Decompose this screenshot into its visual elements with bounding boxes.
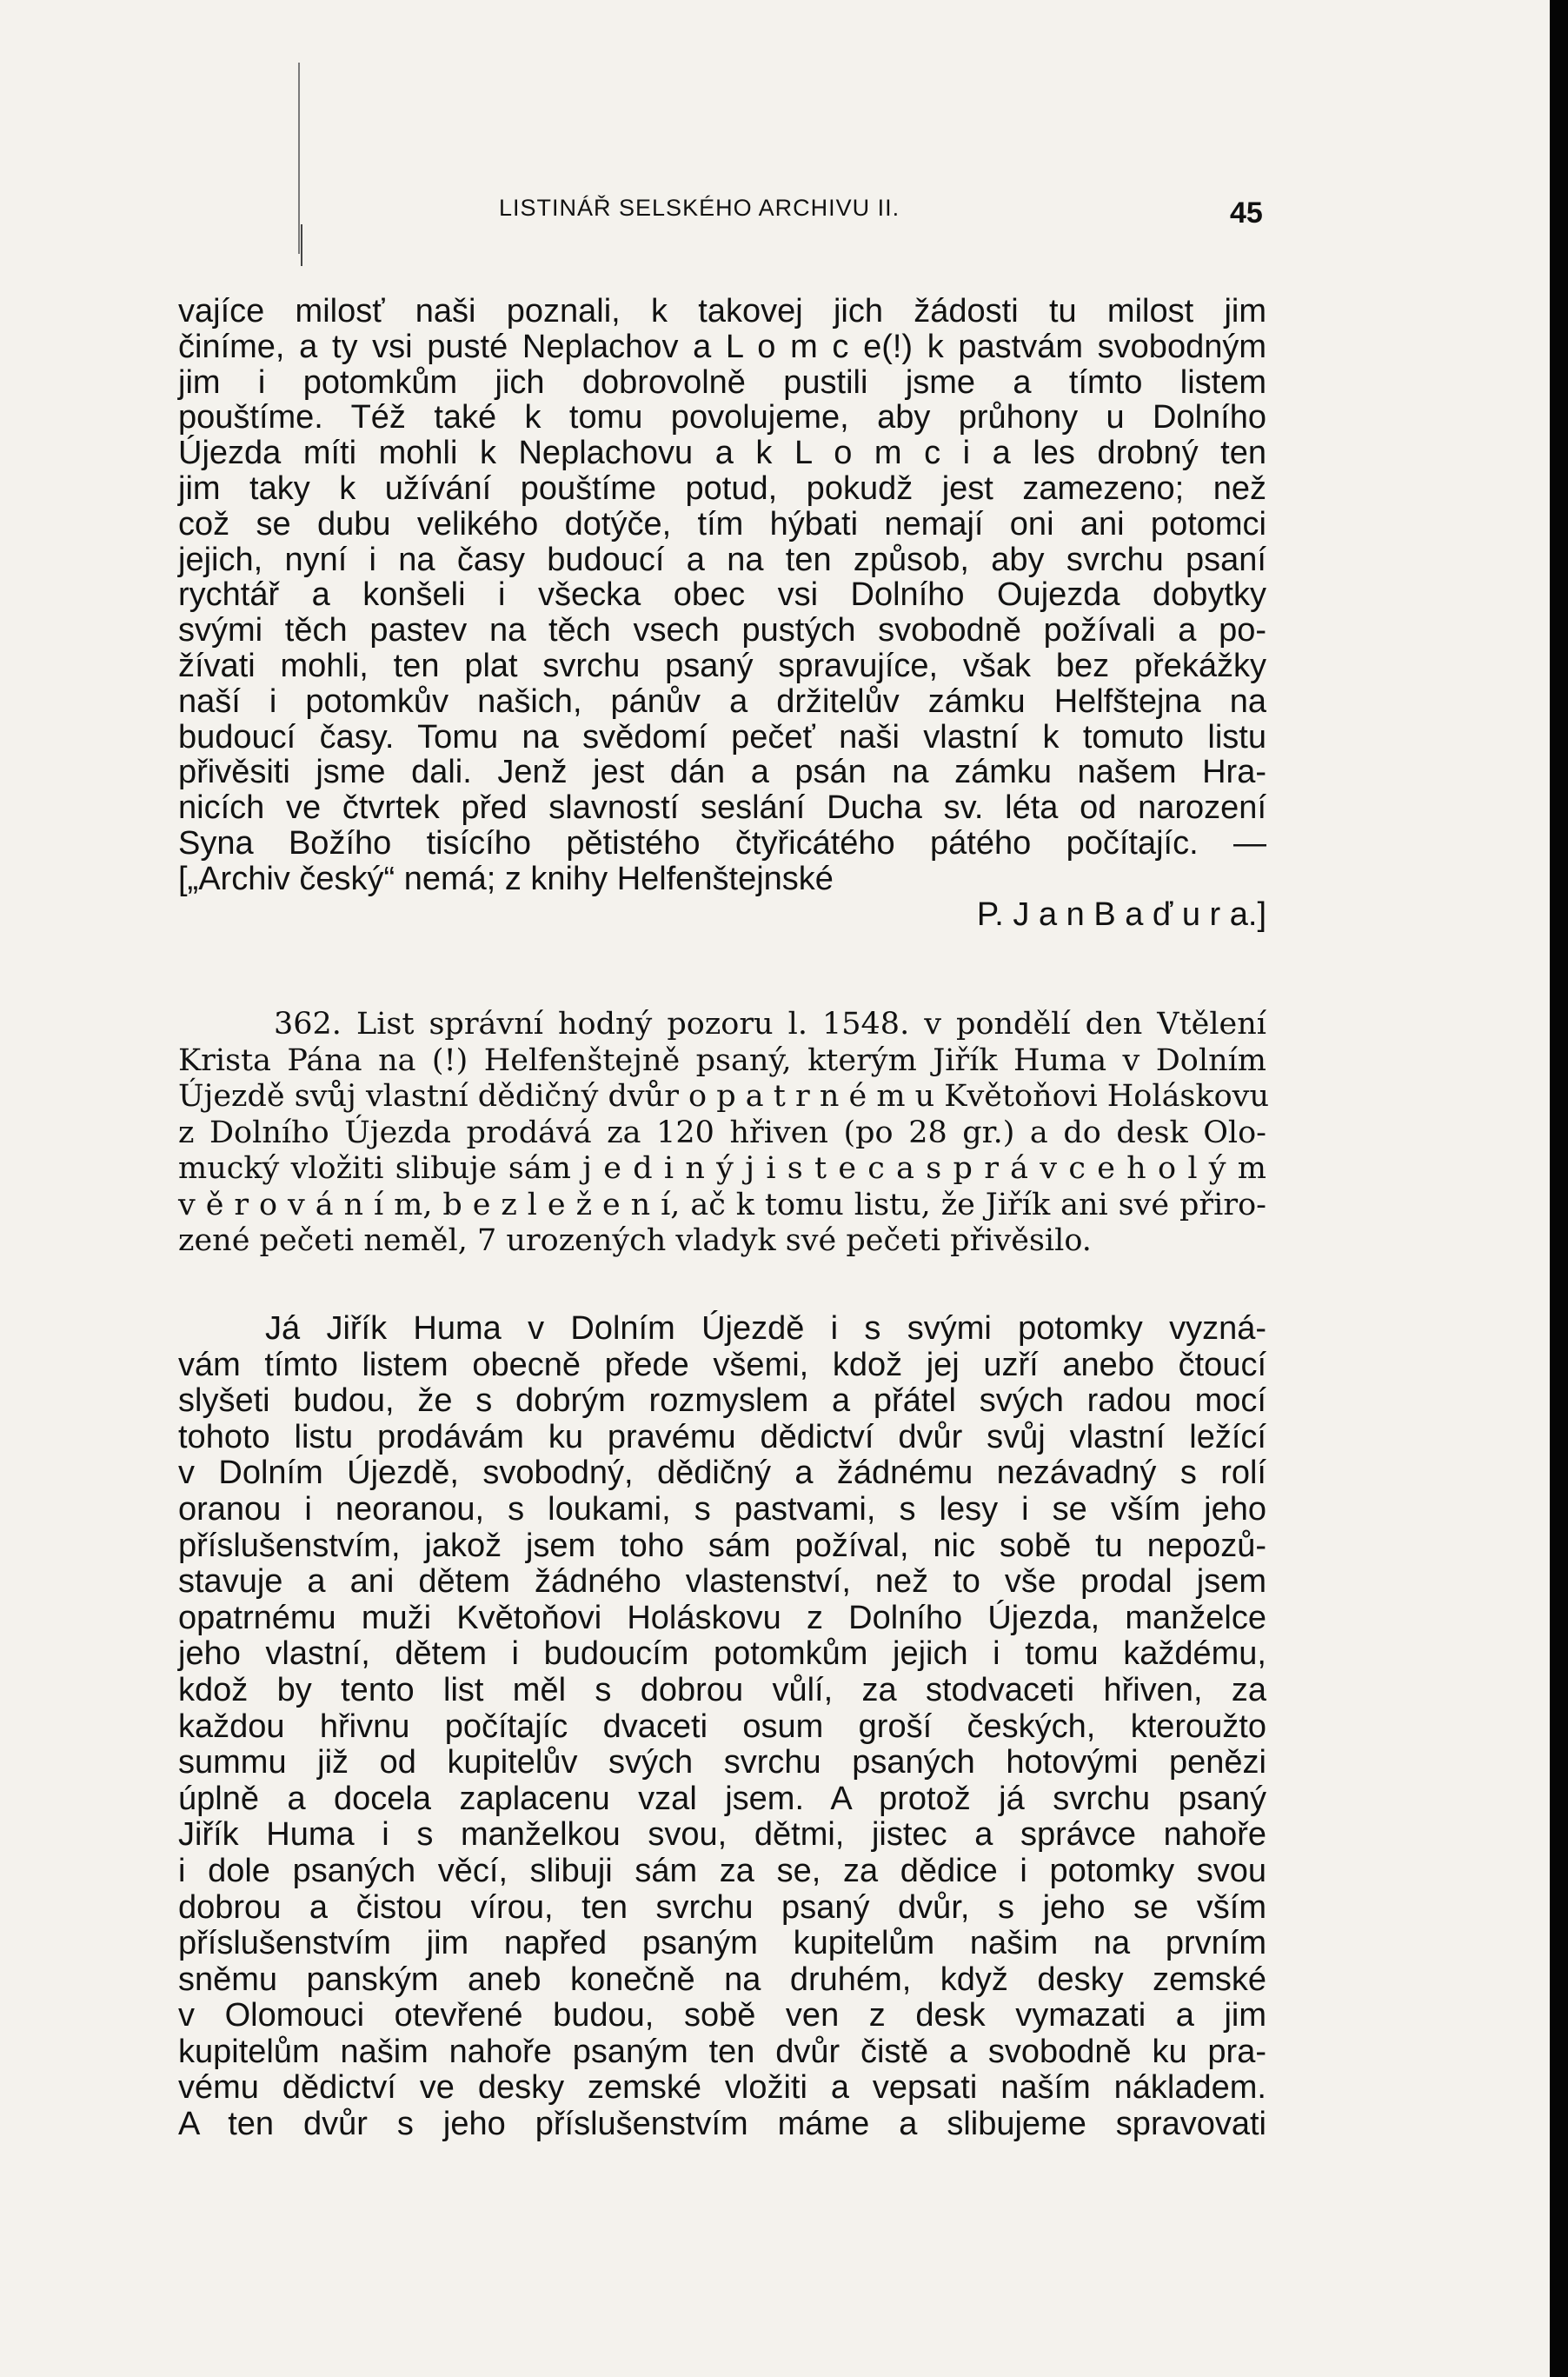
text-line: vám tímto listem obecně přede všemi, kdož jej uzří anebo čtoucí (178, 1346, 1266, 1383)
text-line: rychtář a konšeli i všecka obec vsi Dolního Oujezda dobytky (178, 576, 1266, 614)
text-line: žívati mohli, ten plat svrchu psaný spravujíce, však bez překážky (178, 647, 1266, 684)
text-line: pouštíme. Též také k tomu povolujeme, aby průhony u Dolního (178, 399, 1266, 436)
text-line: stavuje a ani dětem žádného vlastenství, než to vše prodal jsem (178, 1563, 1266, 1601)
text-line: vému dědictví ve desky zemské vložiti a vepsati naším nákladem. (178, 2069, 1266, 2107)
text-line: opatrnému muži Květoňovi Holáskovu z Dolního Újezda, manželce (178, 1599, 1266, 1636)
text-line: úplně a docela zaplacenu vzal jsem. A protož já svrchu psaný (178, 1780, 1266, 1817)
text-line: dobrou a čistou vírou, ten svrchu psaný dvůr, s jeho se vším (178, 1888, 1266, 1926)
text-line: A ten dvůr s jeho příslušenstvím máme a slibujeme spravovati (178, 2106, 1266, 2143)
heading-line: zené pečeti neměl, 7 urozených vladyk své pečeti přivěsilo. (178, 1223, 1092, 1258)
text-line: nicích ve čtvrtek před slavností seslání Ducha sv. léta od narození (178, 789, 1266, 827)
text-line: Újezda míti mohli k Neplachovu a k L o m c i a les drobný ten (178, 435, 1266, 472)
text-line: každou hřivnu počítajíc dvaceti osum groší českých, kteroužto (178, 1708, 1266, 1745)
text-line: přivěsiti jsme dali. Jenž jest dán a psán na zámku našem Hra- (178, 754, 1266, 791)
text-line: Jiřík Huma i s manželkou svou, dětmi, jistec a správce nahoře (178, 1816, 1266, 1854)
document-body-362 (178, 1311, 1266, 2143)
heading-line: 362. List správní hodný pozoru l. 1548. v pondělí den Vtělení (274, 1007, 1266, 1042)
heading-line: Újezdě svůj vlastní dědičný dvůr o p a t r n é m u Květoňovi Holáskovu (178, 1079, 1269, 1114)
text-line: slyšeti budou, že s dobrým rozmyslem a přátel svých radou mocí (178, 1382, 1266, 1420)
text-line: budoucí časy. Tomu na svědomí pečeť naši vlastní k tomuto listu (178, 718, 1266, 756)
text-line: kdož by tento list měl s dobrou vůlí, za stodvaceti hřiven, za (178, 1671, 1266, 1708)
text-line: tohoto listu prodávám ku pravému dědictví dvůr svůj vlastní ležící (178, 1418, 1266, 1455)
text-line: vajíce milosť naši poznali, k takovej jich žádosti tu milost jim (178, 293, 1266, 330)
text-line: příslušenstvím jim napřed psaným kupitelům našim na prvním (178, 1925, 1266, 1962)
text-line: jejich, nyní i na časy budoucí a na ten způsob, aby svrchu psaní (178, 541, 1266, 578)
text-line: oranou i neoranou, s loukami, s pastvami, s lesy i se vším jeho (178, 1490, 1266, 1528)
text-line: naší i potomkův našich, pánův a držitelův zámku Helfštejna na (178, 682, 1266, 720)
text-line: jeho vlastní, dětem i budoucím potomkům jejich i tomu každému, (178, 1635, 1266, 1673)
text-line: což se dubu velikého dotýče, tím hýbati nemají oni ani potomci (178, 505, 1266, 543)
document-heading-362 (178, 1007, 1269, 1260)
heading-line: Krista Pána na (!) Helfenštejně psaný, kterým Jiřík Huma v Dolním (178, 1042, 1266, 1078)
text-line: v Olomouci otevřené budou, sobě ven z desk vymazati a jim (178, 1997, 1266, 2034)
scan-edge (1550, 0, 1568, 2377)
text-line: sněmu panským aneb konečně na druhém, když desky zemské (178, 1961, 1266, 1998)
running-title: LISTINÁŘ SELSKÉHO ARCHIVU II. (499, 195, 900, 221)
text-line: Já Jiřík Huma v Dolním Újezdě i s svými potomky vyzná- (265, 1310, 1266, 1347)
text-line: summu již od kupitelův svých svrchu psaných hotovými penězi (178, 1744, 1266, 1781)
text-line: svými těch pastev na těch vsech pustých svobodně požívali a po- (178, 612, 1266, 649)
text-line: činíme, a ty vsi pusté Neplachov a L o m c e(!) k pastvám svobodným (178, 328, 1266, 365)
document-continuation (178, 294, 1266, 932)
text-line: Syna Božího tisícího pětistého čtyřicátého pátého počítajíc. — (178, 824, 1266, 862)
heading-line: v ě r o v á n í m, b e z l e ž e n í, ač k tomu listu, že Jiřík ani své přiro- (178, 1187, 1266, 1222)
text-line: jim i potomkům jich dobrovolně pustili jsme a tímto listem (178, 363, 1266, 401)
text-line: jim taky k užívání pouštíme potud, pokudž jest zamezeno; než (178, 469, 1266, 507)
text-line: kupitelům našim nahoře psaným ten dvůr čistě a svobodně ku pra- (178, 2033, 1266, 2070)
heading-line: mucký vložiti slibuje sám j e d i n ý j i s t e c a s p r á v c e h o l ý m (178, 1151, 1266, 1186)
source-note: [„Archiv český“ nemá; z knihy Helfenštejnské (178, 860, 834, 897)
text-line: příslušenstvím, jakož jsem toho sám požíval, nic sobě tu nepozů- (178, 1527, 1266, 1564)
editor-signature: P. J a n B a ď u r a.] (976, 896, 1266, 933)
page-number: 45 (1230, 196, 1263, 230)
text-line: v Dolním Újezdě, svobodný, dědičný a žádnému nezávadný s rolí (178, 1455, 1266, 1492)
margin-line (298, 63, 300, 254)
text-line: i dole psaných věcí, slibuji sám za se, za dědice i potomky svou (178, 1852, 1266, 1889)
margin-mark (301, 224, 302, 266)
heading-line: z Dolního Újezda prodává za 120 hřiven (po 28 gr.) a do desk Olo- (178, 1115, 1266, 1150)
